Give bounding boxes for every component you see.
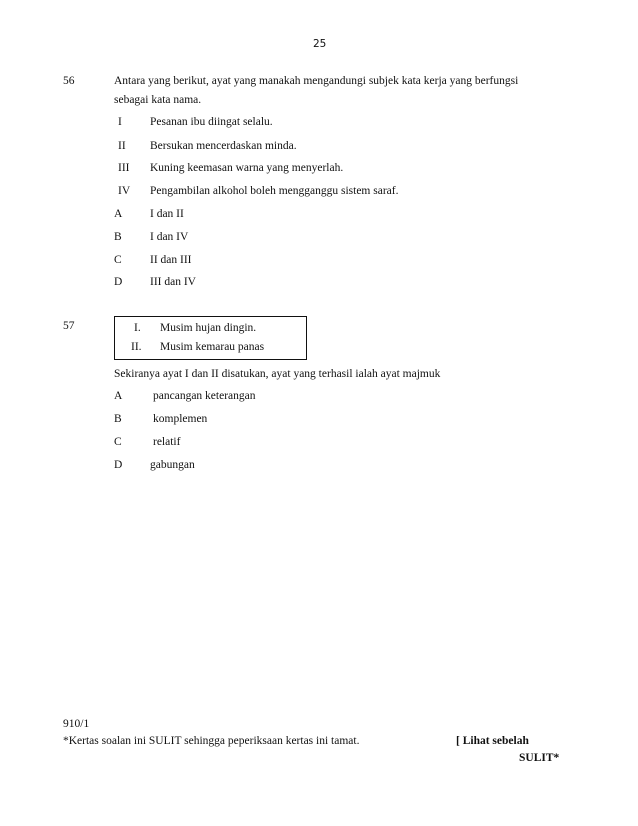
- statement-label: II: [118, 140, 126, 152]
- option-label: B: [114, 231, 122, 243]
- statement-text: Pengambilan alkohol boleh mengganggu sistem saraf.: [150, 185, 399, 197]
- footer-note: *Kertas soalan ini SULIT sehingga peperiksaan kertas ini tamat.: [63, 735, 360, 747]
- statement-text: Pesanan ibu diingat selalu.: [150, 116, 273, 128]
- statement-text: Bersukan mencerdaskan minda.: [150, 140, 297, 152]
- question-56-number: 56: [63, 75, 75, 87]
- statement-text: Kuning keemasan warna yang menyerlah.: [150, 162, 344, 174]
- box-item-text: Musim kemarau panas: [160, 341, 265, 353]
- option-text: I dan II: [150, 208, 184, 220]
- option-label: D: [114, 276, 123, 288]
- page-number: 25: [313, 38, 327, 50]
- option-text: I dan IV: [150, 231, 189, 243]
- option-label: A: [114, 390, 123, 402]
- question-56-stem-line1: Antara yang berikut, ayat yang manakah mengandungi subjek kata kerja yang berfungsi: [114, 75, 519, 87]
- question-57-number: 57: [63, 320, 75, 332]
- option-text: pancangan keterangan: [153, 390, 256, 402]
- question-56-stem-line2: sebagai kata nama.: [114, 94, 202, 106]
- statement-label: IV: [118, 185, 131, 197]
- option-text: gabungan: [150, 459, 195, 471]
- option-text: relatif: [153, 436, 181, 448]
- question-57-stem: Sekiranya ayat I dan II disatukan, ayat yang terhasil ialah ayat majmuk: [114, 368, 441, 380]
- option-label: A: [114, 208, 123, 220]
- option-label: C: [114, 254, 122, 266]
- box-item-text: Musim hujan dingin.: [160, 322, 257, 334]
- option-label: D: [114, 459, 123, 471]
- sulit-label: SULIT*: [519, 752, 560, 764]
- option-text: komplemen: [153, 413, 208, 425]
- option-label: C: [114, 436, 122, 448]
- statement-label: I: [118, 116, 122, 128]
- paper-code: 910/1: [63, 718, 90, 730]
- option-text: III dan IV: [150, 276, 196, 288]
- box-item-label: II.: [131, 341, 142, 353]
- see-next-page: [ Lihat sebelah: [456, 735, 529, 747]
- statement-label: III: [118, 162, 130, 174]
- option-label: B: [114, 413, 122, 425]
- box-item-label: I.: [134, 322, 141, 334]
- option-text: II dan III: [150, 254, 192, 266]
